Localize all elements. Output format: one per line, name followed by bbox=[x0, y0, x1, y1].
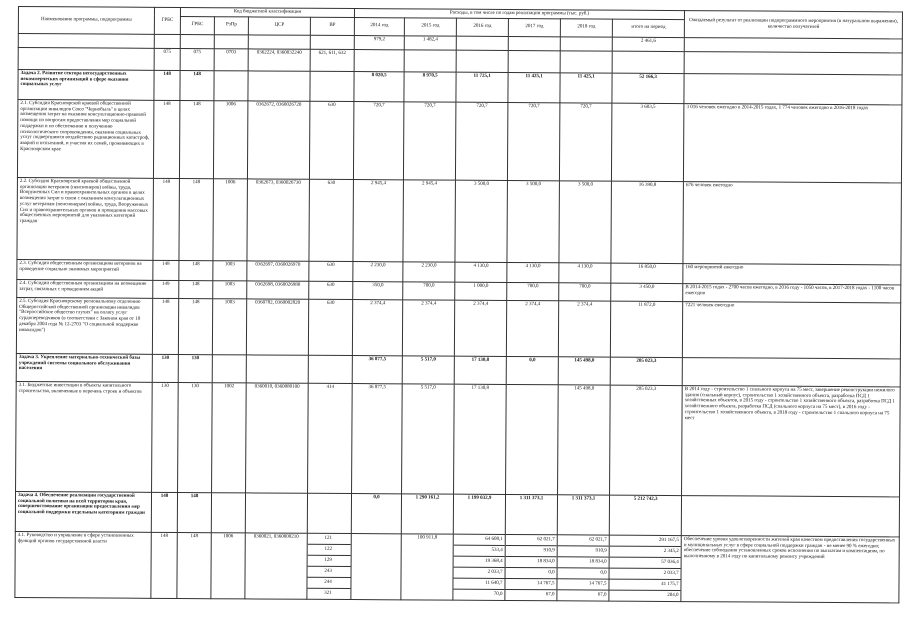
row-total-line: 2 345,2 bbox=[610, 546, 681, 557]
row-rzpr: 1003 bbox=[213, 260, 247, 280]
row-2015: 5 517,0 bbox=[402, 384, 455, 494]
row-2018-line: 18 834,0 bbox=[558, 557, 609, 568]
col-expenses-header: Расходы, в том числе по годам реализации программы (тыс. руб.) bbox=[354, 9, 684, 20]
row-result bbox=[684, 37, 902, 52]
row-2016 bbox=[453, 534, 505, 600]
row-2017 bbox=[508, 50, 560, 72]
row-vr-line: 129 bbox=[308, 556, 351, 567]
row-2016: 17 130,8 bbox=[454, 384, 507, 494]
row-vr bbox=[310, 35, 354, 49]
row-2017-line: 62 021,7 bbox=[506, 535, 557, 546]
row-vr-line: 244 bbox=[307, 578, 350, 589]
row-2018: 720,7 bbox=[559, 103, 611, 181]
row-result: 160 мероприятий ежегодно bbox=[683, 263, 901, 284]
row-kbk-grbs: 148 bbox=[179, 260, 213, 280]
row-2015: 5 517,0 bbox=[402, 356, 454, 384]
row-csr: 0360010, 0360080100 bbox=[246, 383, 309, 493]
row-name: Задача 4. Обеспечение реализации государственной социальной политики на всей территории края, совершенствование организации предоставления мер социальной поддержки отдельным категориям граждан bbox=[15, 491, 151, 532]
row-grbs bbox=[154, 34, 180, 48]
row-2018: 145 498,0 bbox=[558, 385, 611, 495]
row-kbk-grbs: 148 bbox=[179, 178, 214, 260]
row-2015: 2 945,4 bbox=[403, 180, 455, 262]
row-2015 bbox=[404, 50, 456, 72]
row-rzpr bbox=[212, 354, 246, 382]
table-row-4-1 bbox=[15, 531, 900, 602]
row-2018: 2 374,4 bbox=[558, 301, 610, 357]
row-result bbox=[684, 73, 902, 104]
row-grbs: 075 bbox=[154, 48, 180, 70]
row-vr bbox=[307, 533, 351, 599]
row-vr-line: 321 bbox=[324, 590, 332, 596]
row-result: 3 016 человек ежегодно в 2014-2015 годах, 1 774 человек ежегодно в 2016-2018 годах bbox=[684, 103, 902, 182]
row-2016: 4 130,0 bbox=[455, 262, 507, 282]
row-2016-line: 19 368,4 bbox=[454, 556, 505, 567]
row-2016 bbox=[456, 36, 508, 50]
row-kbk-grbs: 075 bbox=[180, 48, 214, 70]
row-vr: 630 bbox=[309, 179, 354, 261]
row-grbs: 148 bbox=[153, 100, 179, 178]
row-2017-line: 910,9 bbox=[506, 546, 557, 557]
row-vr bbox=[308, 355, 352, 383]
row-total-line: 57 036,4 bbox=[610, 557, 681, 568]
row-name bbox=[18, 33, 154, 48]
row-csr: 0362697, 0360026970 bbox=[247, 261, 309, 281]
row-2017-line: 67,0 bbox=[545, 591, 555, 598]
row-2014: 0,0 bbox=[351, 493, 401, 533]
row-csr: 0362672, 0360026720 bbox=[247, 101, 309, 179]
row-grbs: 148 bbox=[153, 178, 180, 260]
row-2014: 979,2 bbox=[354, 35, 404, 49]
row-2017: 11 425,1 bbox=[508, 72, 560, 102]
row-2014: 720,7 bbox=[353, 101, 403, 179]
row-2018: 11 425,1 bbox=[560, 73, 612, 103]
row-2016: 720,7 bbox=[455, 102, 507, 180]
document-sheet bbox=[14, 6, 902, 641]
row-2018-line: 67,0 bbox=[597, 592, 607, 598]
row-2016: 2 374,4 bbox=[454, 300, 506, 356]
row-grbs: 130 bbox=[152, 382, 179, 492]
row-vr: 630 bbox=[309, 261, 353, 281]
row-vr-line: 243 bbox=[308, 567, 351, 578]
row-total: 5 212 742,3 bbox=[609, 495, 681, 535]
row-total: 3 450,0 bbox=[611, 283, 683, 301]
row-2017 bbox=[505, 534, 557, 600]
row-name: 3.1. Бюджетные инвестиции в объекты капитального строительства, включенные в перечень строек и объектов bbox=[16, 381, 153, 492]
table-row bbox=[16, 381, 901, 496]
row-2018 bbox=[560, 51, 612, 73]
row-vr: 630 bbox=[308, 299, 352, 355]
row-result: В 2014-2015 годах - 2700 часов ежегодно, в 2016 году - 1050 часов, в 2017-2018 годах - 1100 часов ежегодно bbox=[683, 283, 901, 302]
col-2018-header: 2018 год bbox=[560, 19, 612, 37]
row-rzpr bbox=[211, 492, 245, 532]
row-result: 7221 человек ежегодно bbox=[682, 301, 900, 358]
row-total-line: 41 175,7 bbox=[609, 579, 680, 590]
row-result: Обеспечение уровня удовлетворенности жителей края качеством предоставления государственных и муниципальных услуг в сфере социальной поддержки граждан - не менее 90 % ежегодно; обеспечение соблюдения установленных сроков исполнения по выплатам и компенсациям, по выполненному в 2014 году по капитальному ремонту учреждений bbox=[681, 535, 899, 602]
row-grbs: 148 bbox=[152, 298, 178, 354]
row-2018-line: 14 767,5 bbox=[557, 579, 608, 590]
row-2017: 700,0 bbox=[507, 282, 559, 300]
row-vr: 630 bbox=[309, 281, 353, 299]
row-2016: 1 199 032,9 bbox=[453, 494, 505, 534]
row-2014: 8 020,5 bbox=[354, 71, 404, 101]
row-2018: 3 500,0 bbox=[559, 181, 611, 263]
row-kbk-grbs: 148 bbox=[179, 100, 213, 178]
col-kbk-grbs-header: ГРБС bbox=[180, 16, 214, 34]
row-csr: 0362673, 0360026730 bbox=[247, 179, 309, 261]
row-2017-line: 14 767,5 bbox=[505, 579, 556, 590]
col-result-header: Ожидаемый результат от реализации подпрограммного мероприятия (в натуральном выражении), количество получателей bbox=[684, 11, 902, 39]
col-total-header: итого на период bbox=[612, 19, 684, 37]
row-total: 205 023,3 bbox=[610, 357, 682, 385]
row-2016-line: 11 640,7 bbox=[453, 578, 504, 589]
row-name: 2.4. Субсидии общественным организациям на возмещение затрат, связанных с проведением акций bbox=[17, 279, 153, 298]
row-2015: 2 374,4 bbox=[402, 300, 454, 356]
col-grbs-header: ГРБС bbox=[154, 7, 180, 34]
row-2014: 2 945,4 bbox=[353, 179, 403, 261]
row-rzpr: 1006 bbox=[213, 100, 247, 178]
row-2018 bbox=[560, 37, 612, 51]
row-total: 205 023,3 bbox=[610, 385, 683, 495]
row-2016: 17 130,8 bbox=[454, 356, 506, 384]
row-rzpr: 1003 bbox=[213, 280, 247, 298]
row-kbk-grbs: 148 bbox=[180, 70, 214, 100]
row-2015: 100 911,8 bbox=[401, 534, 453, 600]
row-total bbox=[609, 535, 681, 601]
row-kbk-grbs: 130 bbox=[178, 354, 212, 382]
row-vr bbox=[307, 493, 351, 533]
row-kbk-grbs bbox=[180, 34, 214, 48]
row-name: 2.5. Субсидия Красноярскому региональному отделению Общероссийской общественной организации инвалидов "Всероссийское общество глухих" на оплату услуг сурдопереводчиков (в соответствии с Законом края от 10 декабря 2004 года № 12-2703 "О социальной поддержке инвалидов") bbox=[16, 297, 152, 354]
table-row bbox=[16, 297, 900, 358]
row-2017: 2 374,4 bbox=[506, 300, 558, 356]
row-2014: 2 230,0 bbox=[353, 261, 403, 281]
row-kbk-grbs: 148 bbox=[177, 492, 211, 532]
row-csr: 0360021, 0360000210 bbox=[245, 533, 307, 599]
row-2018: 700,0 bbox=[559, 283, 611, 301]
row-2014 bbox=[351, 533, 401, 599]
row-csr bbox=[248, 71, 310, 101]
row-total bbox=[612, 51, 684, 73]
row-2017: 0,0 bbox=[506, 356, 558, 384]
row-result bbox=[681, 495, 899, 536]
col-vr-header: ВР bbox=[310, 17, 354, 35]
row-csr bbox=[248, 35, 310, 49]
row-2018: 1 311 373,1 bbox=[557, 495, 609, 535]
row-2018 bbox=[557, 535, 609, 601]
row-name: Задача 3. Укрепление материально-технической базы учреждений системы социального обслуживания населения bbox=[16, 353, 152, 382]
row-total: 2 461,6 bbox=[612, 37, 684, 51]
row-total: 16 850,0 bbox=[611, 263, 683, 283]
row-total: 11 872,0 bbox=[610, 301, 682, 357]
row-csr: 0362698, 0360026980 bbox=[247, 281, 309, 299]
row-vr bbox=[310, 71, 354, 101]
program-table bbox=[14, 6, 903, 603]
col-2014-header: 2014 год bbox=[354, 17, 404, 35]
row-total-line: 2 033,7 bbox=[610, 568, 681, 579]
row-2018: 4 130,0 bbox=[559, 263, 611, 283]
table-row bbox=[15, 491, 899, 536]
row-2015: 700,0 bbox=[403, 282, 455, 300]
row-2016-line: 533,4 bbox=[454, 545, 505, 556]
row-2018-line: 62 021,7 bbox=[558, 535, 609, 546]
row-2015: 720,7 bbox=[403, 102, 455, 180]
col-2016-header: 2016 год bbox=[456, 18, 508, 36]
row-name: 4.1. Руководство и управление в сфере установленных функций органов государственной власти bbox=[15, 531, 151, 598]
row-result: В 2014 году - строительство 1 спального корпуса на 75 мест, завершение реконструкции нежилого здания (спальный корпус), строительство 1 хозяйственного объекта, разработка ПСД 1 хозяйственных объектов, в 2015 году - строительство 1 хозяйственного объекта, разработка ПСД 1 хозяйственного объекта, разработка ПСД (спального корпуса на 75 мест), в 2016 году - строительство 1 хозяйственного объекта, в 2018 году - строительство 1 спального корпуса на 75 мест bbox=[682, 385, 901, 496]
row-2014: 350,0 bbox=[353, 281, 403, 299]
row-2017: 4 130,0 bbox=[507, 262, 559, 282]
row-2016: 3 500,0 bbox=[455, 180, 507, 262]
row-name: 2.1. Субсидия Красноярской краевой общественной организации инвалидов Союз "Чернобыль" в целях возмещения затрат на оказание консультационно-правовой помощи по вопросам предоставления мер социальной поддержки и по обеспечению и получению психологического сопровождения, оказания социальных услуг подвергшимся воздействию радиационных катастроф, аварий и испытаний, и участия их семей, проживающих в Красноярском крае bbox=[17, 99, 153, 178]
row-vr-line: 121 bbox=[308, 534, 351, 545]
row-csr: 0362224, 0360032240 bbox=[248, 49, 310, 71]
col-2015-header: 2015 год bbox=[404, 18, 456, 36]
row-result: 676 человек ежегодно bbox=[683, 181, 901, 264]
col-2017-header: 2017 год bbox=[508, 18, 560, 36]
row-name: 2.3. Субсидия общественным организациям ветеранов на проведение социально значимых мероприятий bbox=[17, 259, 153, 280]
row-result bbox=[682, 357, 900, 386]
row-grbs: 149 bbox=[153, 280, 179, 298]
row-2015: 2 230,0 bbox=[403, 262, 455, 282]
row-rzpr: 1002 bbox=[212, 382, 247, 492]
row-rzpr: 1006 bbox=[211, 532, 245, 598]
row-name bbox=[18, 47, 154, 70]
table-row bbox=[17, 99, 902, 182]
row-2017 bbox=[508, 36, 560, 50]
row-kbk-grbs: 148 bbox=[177, 532, 211, 598]
row-grbs: 148 bbox=[153, 260, 179, 280]
row-2016: 11 725,1 bbox=[456, 72, 508, 102]
row-vr-line: 122 bbox=[308, 545, 351, 556]
row-2017: 3 500,0 bbox=[507, 180, 559, 262]
row-name: Задача 2. Развитие сектора негосударственных некоммерческих организаций в сфере оказания социальных услуг bbox=[18, 69, 154, 100]
row-total: 16 390,8 bbox=[611, 181, 684, 263]
col-rzpr-header: РзПр bbox=[214, 16, 248, 34]
col-kbk-header: Код бюджетной классификации bbox=[180, 7, 354, 17]
row-total-line: 204,0 bbox=[667, 592, 679, 598]
row-grbs: 148 bbox=[154, 70, 180, 100]
row-vr: 414 bbox=[308, 383, 353, 493]
row-rzpr: 0703 bbox=[214, 48, 248, 70]
row-result bbox=[684, 51, 902, 74]
row-2016-line: 70,0 bbox=[493, 591, 503, 597]
col-csr-header: ЦСР bbox=[248, 17, 310, 35]
row-2015: 1 290 161,2 bbox=[401, 494, 453, 534]
row-name: 2.2. Субсидия Красноярской краевой общественной организации ветеранов (пенсионеров) войны, труда, Вооруженных Сил и правоохранительных органов в целях возмещения затрат в связи с оказанием консультационных услуг ветеранам (пенсионерам) войны, труда, Вооруженных Сил и правоохранительных органов и проведения массовых общественных мероприятий для указанных категорий граждан bbox=[17, 177, 153, 260]
row-2017: 720,7 bbox=[507, 102, 559, 180]
row-2016-line: 64 608,1 bbox=[454, 534, 505, 545]
row-2014: 36 877,5 bbox=[352, 355, 402, 383]
row-2014: 2 374,4 bbox=[352, 299, 402, 355]
row-kbk-grbs: 148 bbox=[179, 280, 213, 298]
row-2018-line: 0,0 bbox=[558, 568, 609, 579]
row-csr bbox=[246, 355, 308, 383]
row-2017-line: 18 834,0 bbox=[506, 557, 557, 568]
row-2018: 145 498,0 bbox=[558, 357, 610, 385]
row-rzpr: 1006 bbox=[213, 178, 248, 260]
row-grbs: 148 bbox=[151, 492, 177, 532]
row-rzpr bbox=[214, 34, 248, 48]
col-name-header: Наименование программы, подпрограммы bbox=[18, 7, 154, 35]
row-2018-line: 910,9 bbox=[558, 546, 609, 557]
row-2015: 8 970,5 bbox=[404, 72, 456, 102]
row-2017 bbox=[506, 384, 559, 494]
row-csr bbox=[245, 493, 307, 533]
row-vr: 621, 611, 632 bbox=[310, 49, 354, 71]
table-row bbox=[17, 177, 902, 264]
row-total: 3 603,5 bbox=[611, 103, 684, 181]
row-rzpr bbox=[214, 70, 248, 100]
row-grbs: 148 bbox=[151, 532, 177, 598]
row-total-line: 291 167,5 bbox=[610, 535, 681, 546]
row-2016 bbox=[456, 50, 508, 72]
row-total: 52 166,3 bbox=[612, 73, 684, 103]
row-csr: 0360782, 0360002820 bbox=[246, 299, 308, 355]
row-2016: 1 000,0 bbox=[455, 282, 507, 300]
row-2016-line: 2 033,7 bbox=[454, 567, 505, 578]
row-kbk-grbs: 130 bbox=[178, 382, 213, 492]
row-grbs: 130 bbox=[152, 354, 178, 382]
row-kbk-grbs: 148 bbox=[178, 298, 212, 354]
row-2014: 36 877,5 bbox=[352, 383, 403, 493]
row-2017-line: 0,0 bbox=[506, 568, 557, 579]
row-2014 bbox=[354, 49, 404, 71]
row-rzpr: 1003 bbox=[212, 298, 246, 354]
row-2017: 1 311 373,1 bbox=[505, 494, 557, 534]
row-2015: 1 482,4 bbox=[404, 36, 456, 50]
row-vr: 630 bbox=[309, 101, 354, 179]
